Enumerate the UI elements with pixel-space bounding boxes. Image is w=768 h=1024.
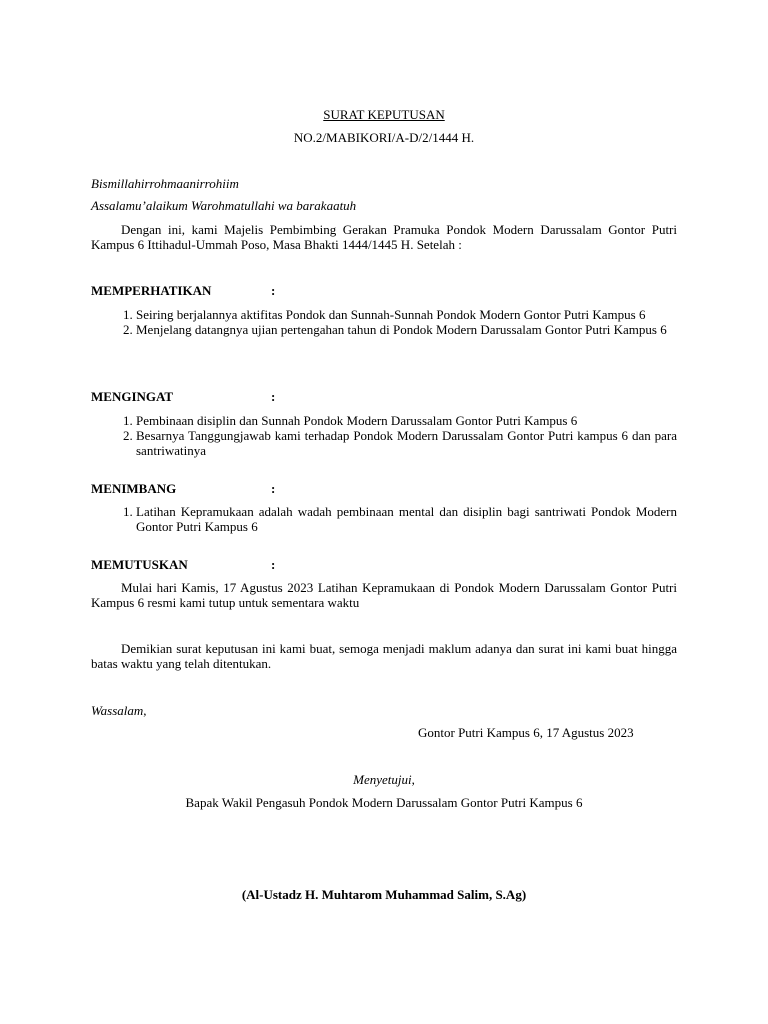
heading-colon: : [271,389,276,404]
list-mengingat [91,413,677,458]
signatory-name: (Al-Ustadz H. Muhtarom Muhammad Salim, S.Ag) [241,887,527,902]
list-menimbang [91,504,677,534]
farewell [91,703,147,718]
section-heading-mengingat [91,389,691,404]
approval-label [0,772,768,787]
heading-label: MEMPERHATIKAN [91,283,212,298]
intro-paragraph: Dengan ini, kami Majelis Pembimbing Gerakan Pramuka Pondok Modern Darussalam Gontor Putri Kampus 6 Ittihadul-Ummah Poso, Masa Bhakti 1444/1445 H. Setelah : [91,222,677,252]
document-title: SURAT KEPUTUSAN [323,107,445,122]
decision-paragraph: Mulai hari Kamis, 17 Agustus 2023 Latihan Kepramukaan di Pondok Modern Darussalam Gontor Putri Kampus 6 resmi kami tutup untuk sementara waktu [91,580,677,610]
document-number: NO.2/MABIKORI/A-D/2/1444 H. [293,130,475,145]
greeting: Assalamu’alaikum Warohmatullahi wa barakaatuh [91,198,357,213]
list-memperhatikan [91,307,677,337]
list-item: 2. Besarnya Tanggungjawab kami terhadap Pondok Modern Darussalam Gontor Putri kampus 6 dan para santriwatinya [136,428,677,458]
heading-colon: : [271,481,276,496]
approver-title: Bapak Wakil Pengasuh Pondok Modern Darussalam Gontor Putri Kampus 6 [185,795,583,810]
place-date: Gontor Putri Kampus 6, 17 Agustus 2023 [418,725,634,740]
heading-label: MENGINGAT [91,389,174,404]
section-heading-menimbang [91,481,691,496]
heading-label: MEMUTUSKAN [91,557,188,572]
list-item: 1. Latihan Kepramukaan adalah wadah pembinaan mental dan disiplin bagi santriwati Pondok Modern Gontor Putri Kampus 6 [136,504,677,534]
list-item: 1. Seiring berjalannya aktifitas Pondok dan Sunnah-Sunnah Pondok Modern Gontor Putri Kampus 6 [136,307,677,322]
list-item: 2. Menjelang datangnya ujian pertengahan tahun di Pondok Modern Darussalam Gontor Putri Kampus 6 [136,322,677,337]
approval-text: Menyetujui [353,772,412,787]
list-item: 1. Pembinaan disiplin dan Sunnah Pondok Modern Darussalam Gontor Putri Kampus 6 [136,413,677,428]
approval-punct: , [411,772,415,787]
heading-colon: : [271,283,276,298]
heading-colon: : [271,557,276,572]
farewell-punct: , [143,703,147,718]
heading-label: MENIMBANG [91,481,177,496]
closing-paragraph: Demikian surat keputusan ini kami buat, semoga menjadi maklum adanya dan surat ini kami buat hingga batas waktu yang telah ditentukan. [91,641,677,671]
section-heading-memutuskan [91,557,691,572]
basmalah: Bismillahirrohmaanirrohiim [91,176,239,191]
section-heading-memperhatikan [91,283,691,298]
farewell-text: Wassalam [91,703,144,718]
